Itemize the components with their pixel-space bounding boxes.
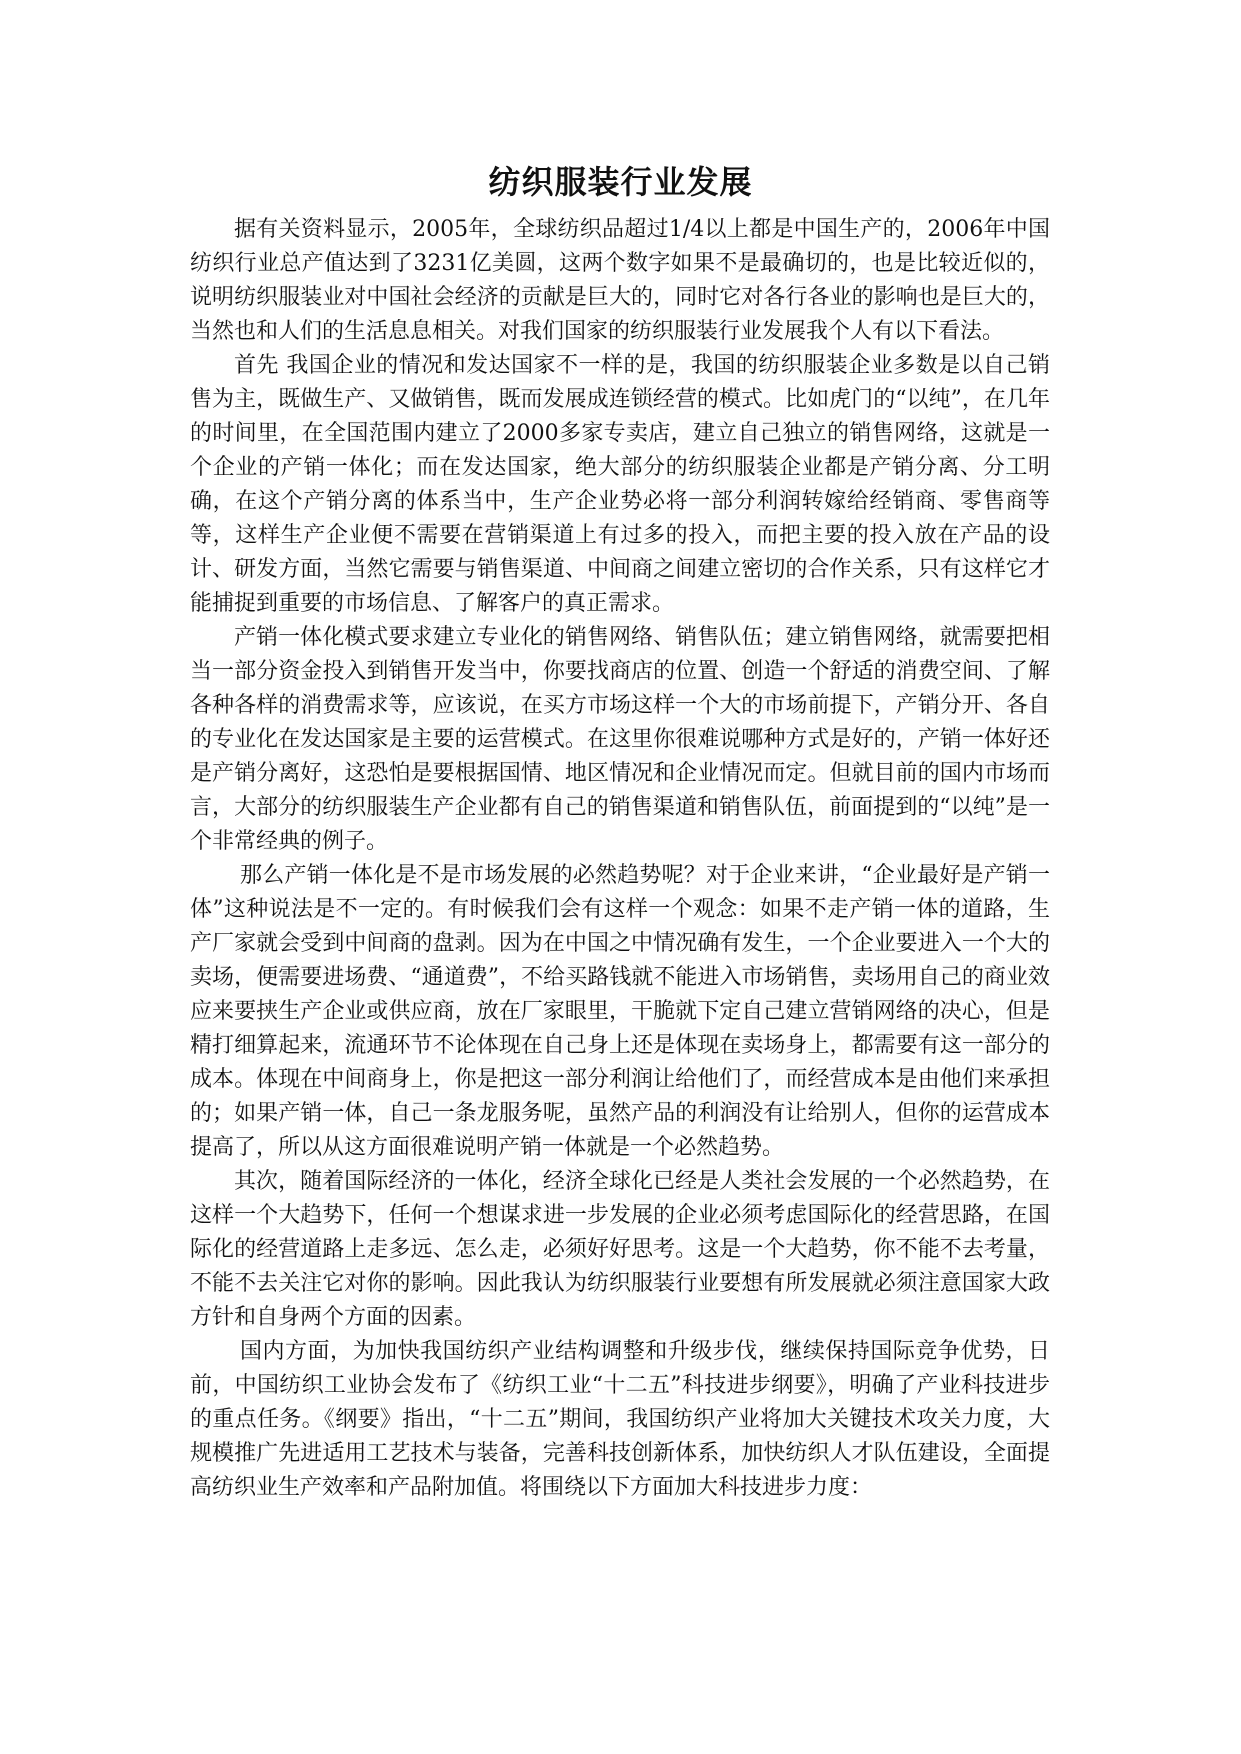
document-title: 纺织服装行业发展 [488,163,753,201]
paragraph-domestic: 国内方面，为加快我国纺织产业结构调整和升级步伐，继续保持国际竞争优势，日前，中国纺织工业协会发布了《纺织工业“十二五”科技进步纲要》，明确了产业科技进步的重点任务。《纲要》指出，“十二五”期间，我国纺织产业将加大关键技术攻关力度，大规模推广先进适用工艺技术与装备，完善科技创新体系，加快纺织人才队伍建设，全面提高纺织业生产效率和产品附加值。将围绕以下方面加大科技进步力度： [190,1339,1050,1500]
paragraph-intro: 据有关资料显示，2005年，全球纺织品超过1/4以上都是中国生产的，2006年中国纺织行业总产值达到了3231亿美圆，这两个数字如果不是最确切的，也是比较近似的，说明纺织服装业对中国社会经济的贡献是巨大的，同时它对各行各业的影响也是巨大的，当然也和人们的生活息息相关。对我们国家的纺织服装行业发展我个人有以下看法。 [190,217,1050,344]
paragraph-integration-model: 产销一体化模式要求建立专业化的销售网络、销售队伍；建立销售网络，就需要把相当一部分资金投入到销售开发当中，你要找商店的位置、创造一个舒适的消费空间、了解各种各样的消费需求等，应该说，在买方市场这样一个大的市场前提下，产销分开、各自的专业化在发达国家是主要的运营模式。在这里你很难说哪种方式是好的，产销一体好还是产销分离好，这恐怕是要根据国情、地区情况和企业情况而定。但就目前的国内市场而言，大部分的纺织服装生产企业都有自己的销售渠道和销售队伍，前面提到的“以纯”是一个非常经典的例子。 [190,625,1050,854]
paragraph-second-point: 其次，随着国际经济的一体化，经济全球化已经是人类社会发展的一个必然趋势，在这样一个大趋势下，任何一个想谋求进一步发展的企业必须考虑国际化的经营思路，在国际化的经营道路上走多远、怎么走，必须好好思考。这是一个大趋势，你不能不去考量，不能不去关注它对你的影响。因此我认为纺织服装行业要想有所发展就必须注意国家大政方针和自身两个方面的因素。 [190,1169,1050,1330]
paragraph-trend-question: 那么产销一体化是不是市场发展的必然趋势呢？对于企业来讲，“企业最好是产销一体”这种说法是不一定的。有时候我们会有这样一个观念：如果不走产销一体的道路，生产厂家就会受到中间商的盘剥。因为在中国之中情况确有发生，一个企业要进入一个大的卖场，便需要进场费、“通道费”，不给买路钱就不能进入市场销售，卖场用自己的商业效应来要挟生产企业或供应商，放在厂家眼里，干脆就下定自己建立营销网络的决心，但是精打细算起来，流通环节不论体现在自己身上还是体现在卖场身上，都需要有这一部分的成本。体现在中间商身上，你是把这一部分利润让给他们了，而经营成本是由他们来承担的；如果产销一体，自己一条龙服务呢，虽然产品的利润没有让给别人，但你的运营成本提高了，所以从这方面很难说明产销一体就是一个必然趋势。 [190,863,1050,1160]
document-body [190,213,1050,1505]
paragraph-first-point: 首先 我国企业的情况和发达国家不一样的是，我国的纺织服装企业多数是以自己销售为主，既做生产、又做销售，既而发展成连锁经营的模式。比如虎门的“以纯”，在几年的时间里，在全国范围内建立了2000多家专卖店，建立自己独立的销售网络，这就是一个企业的产销一体化；而在发达国家，绝大部分的纺织服装企业都是产销分离、分工明确，在这个产销分离的体系当中，生产企业势必将一部分利润转嫁给经销商、零售商等等，这样生产企业便不需要在营销渠道上有过多的投入，而把主要的投入放在产品的设计、研发方面，当然它需要与销售渠道、中间商之间建立密切的合作关系，只有这样它才能捕捉到重要的市场信息、了解客户的真正需求。 [190,353,1050,616]
